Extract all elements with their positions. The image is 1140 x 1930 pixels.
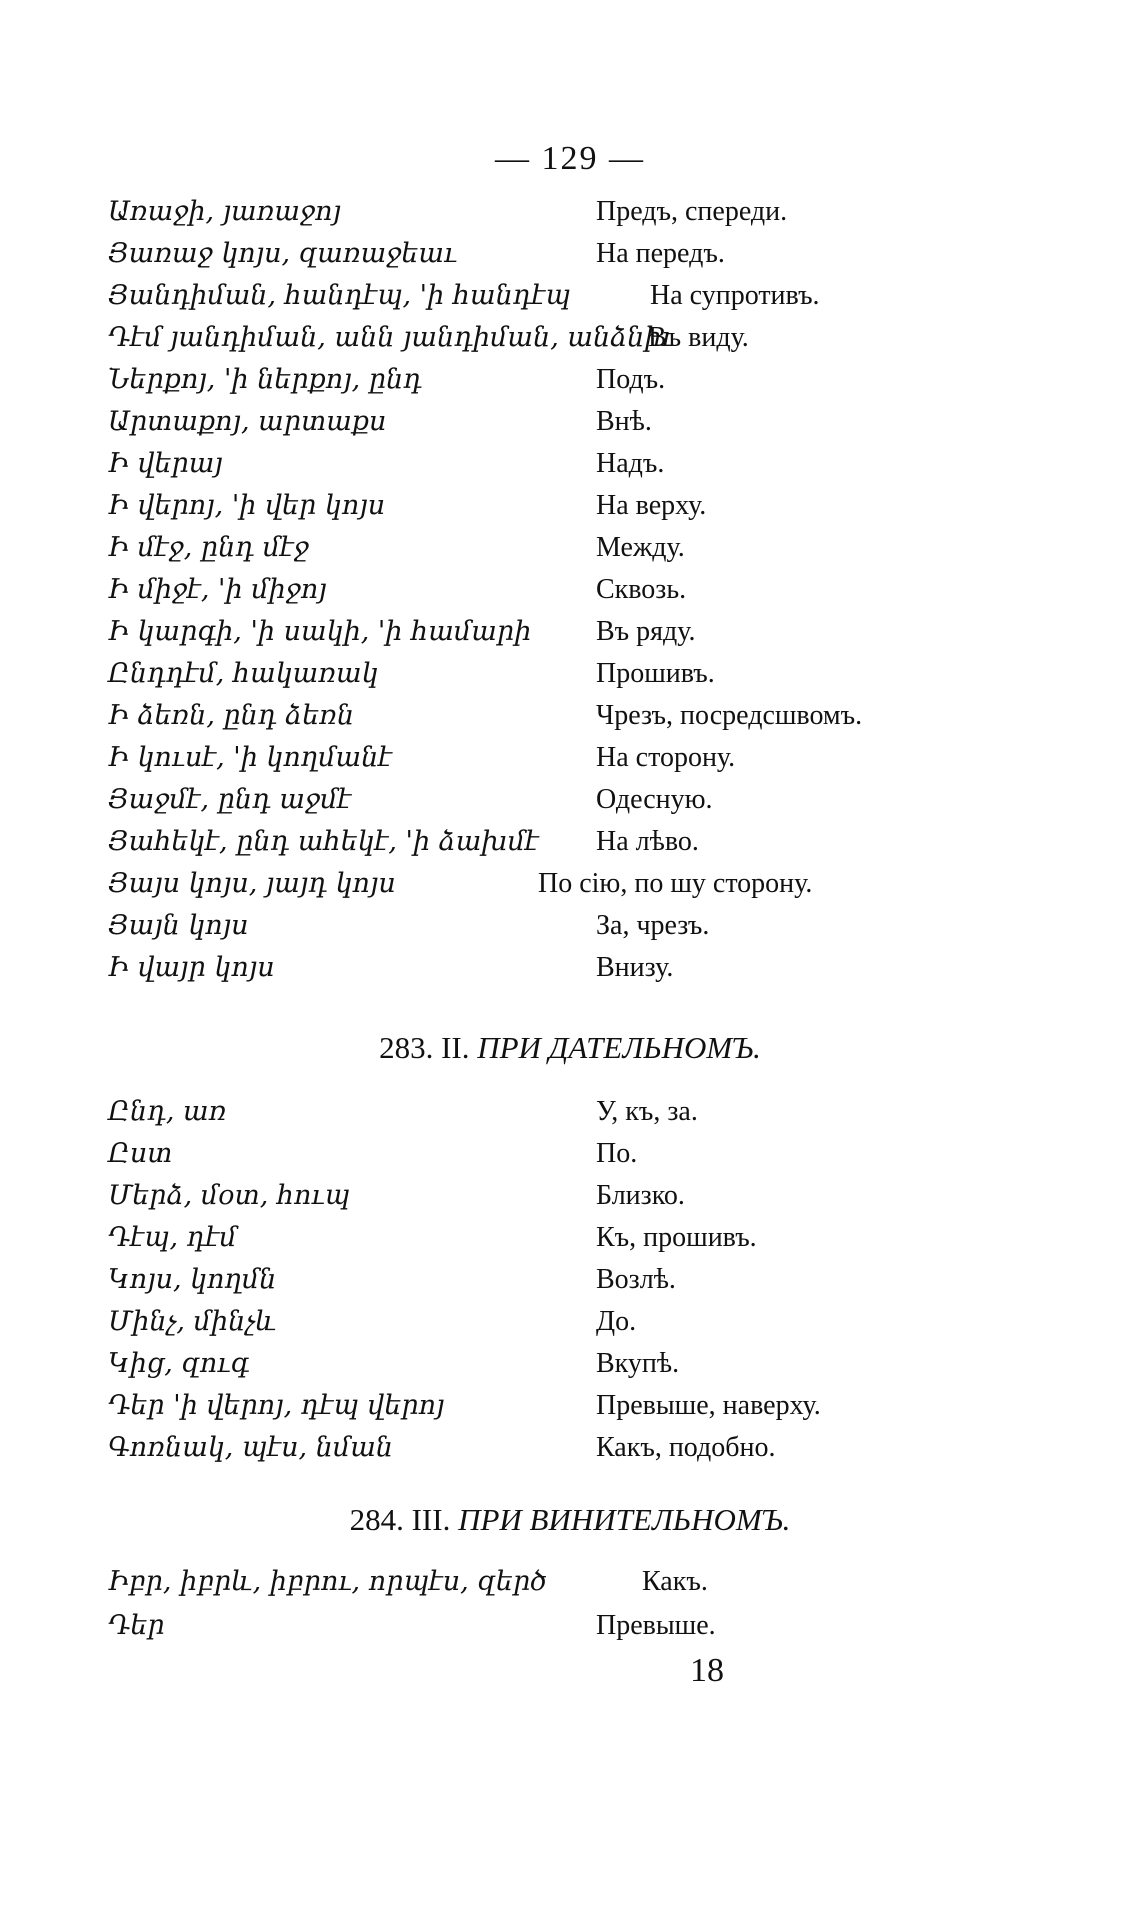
section-label: ПРИ ВИНИТЕЛЬНОМЪ. [458,1502,791,1537]
armenian-term: Ի վերոյ, 'ի վեր կոյս [108,490,386,521]
russian-translation: Внѣ. [596,406,652,437]
russian-translation: На лѣво. [596,826,699,857]
russian-translation: Вкупѣ. [596,1348,680,1379]
entry-row [108,1348,1108,1388]
russian-translation: Близко. [596,1180,685,1211]
signature-mark: 18 [690,1652,724,1689]
armenian-term: Յանդիման, հանդէպ, 'ի հանդէպ [108,280,571,311]
russian-translation: Превыше. [596,1610,716,1641]
russian-translation: По сію, по шу сторону. [538,868,813,899]
russian-translation: За, чрезъ. [596,910,710,941]
russian-translation: На передъ. [596,238,725,269]
armenian-term: Դեր 'ի վերոյ, դէպ վերոյ [108,1390,445,1421]
entry-row [108,1432,1108,1472]
russian-translation: Чрезъ, посредсшвомъ. [596,700,863,731]
entry-row [108,238,1108,278]
armenian-term: Ըստ [108,1138,173,1169]
russian-translation: Одесную. [596,784,713,815]
armenian-term: Մինչ, մինչև [108,1306,277,1337]
page-number: — 129 — [495,140,645,177]
entry-row [108,1566,1108,1606]
armenian-term: Յայն կոյս [108,910,249,941]
russian-translation: Въ виду. [648,322,749,353]
section-number: 284. III. [349,1502,451,1537]
russian-translation: Надъ. [596,448,665,479]
russian-translation: Возлѣ. [596,1264,676,1295]
russian-translation: На сторону. [596,742,736,773]
entry-row [108,784,1108,824]
entry-row [108,280,1108,320]
entry-row [108,574,1108,614]
armenian-term: Ի մէջ, ընդ մէջ [108,532,309,563]
entry-row [108,658,1108,698]
entry-row [108,406,1108,446]
entry-row [108,322,1108,362]
entry-row [108,910,1108,950]
section-heading [0,1030,1140,1066]
armenian-term: Իբր, իբրև, իբրու, որպէս, զերծ [108,1566,547,1597]
entry-row [108,448,1108,488]
armenian-term: Դէմ յանդիման, անն յանդիման, անձնիւ [108,322,675,353]
entry-row [108,616,1108,656]
armenian-term: Յահեկէ, ընդ ահեկէ, 'ի ձախմէ [108,826,539,857]
armenian-term: Ի կուսէ, 'ի կողմանէ [108,742,393,773]
entry-row [108,1306,1108,1346]
russian-translation: На супротивъ. [650,280,820,311]
entry-row [108,532,1108,572]
entry-row [108,742,1108,782]
armenian-term: Արտաքոյ, արտաքս [108,406,387,437]
entry-row [108,196,1108,236]
armenian-term: Յաջմէ, ընդ աջմէ [108,784,352,815]
entry-row [108,1138,1108,1178]
armenian-term: Առաջի, յառաջոյ [108,196,342,227]
russian-translation: По. [596,1138,638,1169]
russian-translation: Въ ряду. [596,616,696,647]
section-label: ПРИ ДАТЕЛЬНОМЪ. [477,1030,761,1065]
armenian-term: Մերձ, մօտ, հուպ [108,1180,350,1211]
armenian-term: Ի վայր կոյս [108,952,275,983]
russian-translation: Превыше, наверху. [596,1390,821,1421]
entry-row [108,826,1108,866]
armenian-term: Ի վերայ [108,448,223,479]
russian-translation: Предъ, спереди. [596,196,788,227]
russian-translation: Къ, прошивъ. [596,1222,757,1253]
russian-translation: Подъ. [596,364,666,395]
russian-translation: У, къ, за. [596,1096,698,1127]
section-number: 283. II. [379,1030,470,1065]
entry-row [108,1610,1108,1650]
russian-translation: На верху. [596,490,707,521]
armenian-term: Ի միջէ, 'ի միջոյ [108,574,327,605]
entry-row [108,1264,1108,1304]
entry-row [108,952,1108,992]
russian-translation: Сквозь. [596,574,687,605]
armenian-term: Ի ձեռն, ընդ ձեռն [108,700,355,731]
entry-row [108,490,1108,530]
armenian-term: Ներքոյ, 'ի ներքոյ, ընդ [108,364,422,395]
entry-row [108,700,1108,740]
section-heading [0,1502,1140,1538]
entry-row [108,1096,1108,1136]
entry-row [108,1222,1108,1262]
entry-row [108,364,1108,404]
armenian-term: Կից, զուգ [108,1348,250,1379]
armenian-term: Ընդ, առ [108,1096,227,1127]
russian-translation: Какъ, подобно. [596,1432,776,1463]
entry-row [108,1180,1108,1220]
armenian-term: Դեր [108,1610,165,1641]
armenian-term: Յայս կոյս, յայդ կոյս [108,868,396,899]
russian-translation: До. [596,1306,637,1337]
entry-row [108,868,1108,908]
armenian-term: Գոռնակ, պէս, նման [108,1432,393,1463]
russian-translation: Внизу. [596,952,674,983]
russian-translation: Прошивъ. [596,658,715,689]
russian-translation: Между. [596,532,685,563]
russian-translation: Какъ. [642,1566,708,1597]
armenian-term: Դէպ, դէմ [108,1222,237,1253]
armenian-term: Ի կարգի, 'ի սակի, 'ի համարի [108,616,532,647]
armenian-term: Յառաջ կոյս, զառաջեաւ [108,238,458,269]
armenian-term: Ընդդէմ, հակառակ [108,658,379,689]
entry-row [108,1390,1108,1430]
armenian-term: Կոյս, կողմն [108,1264,277,1295]
